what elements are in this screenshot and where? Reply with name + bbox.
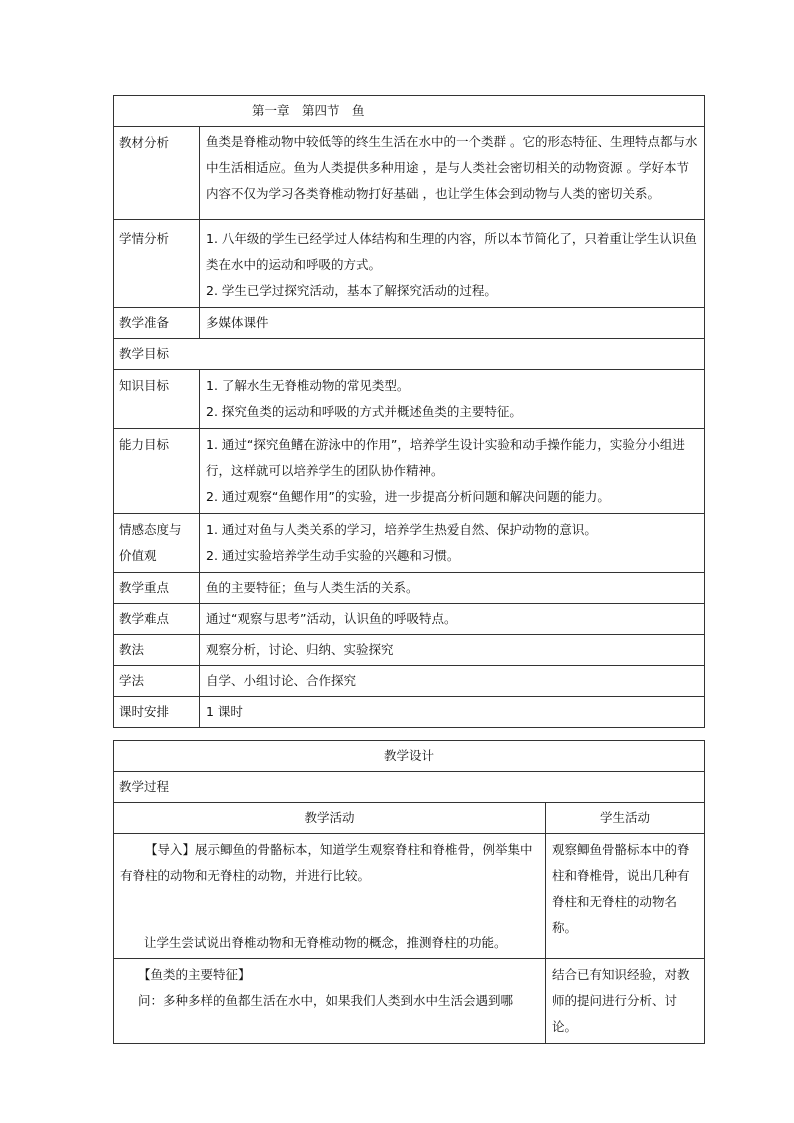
row-content xyxy=(200,220,705,308)
row-content xyxy=(200,308,705,339)
row-content xyxy=(200,127,705,220)
lesson-title: 第一章 第四节 鱼 xyxy=(252,103,365,118)
student-activity-text: 观察鲫鱼骨骼标本中的脊柱和脊椎骨，说出几种有脊柱和无脊柱的动物名称。 xyxy=(552,842,690,935)
process-label: 教学过程 xyxy=(114,772,705,803)
row-label: 知识目标 xyxy=(114,370,200,429)
content-line: 通过“观察与思考”活动，认识鱼的呼吸特点。 xyxy=(206,611,457,626)
teacher-activity-text: 问：多种多样的鱼都生活在水中，如果我们人类到水中生活会遇到哪 xyxy=(138,993,514,1008)
row-label: 课时安排 xyxy=(114,697,200,728)
row-content xyxy=(200,429,705,514)
row-label: 学情分析 xyxy=(114,220,200,308)
lesson-title-cell xyxy=(114,96,705,127)
content-line: 2. 通过实验培养学生动手实验的兴趣和习惯。 xyxy=(206,548,460,563)
row-label: 学法 xyxy=(114,666,200,697)
row-label: 教学难点 xyxy=(114,604,200,635)
student-activity-text: 结合已有知识经验，对教师的提问进行分析、讨论。 xyxy=(552,967,690,1034)
section-heading: 【鱼类的主要特征】 xyxy=(138,967,251,982)
student-activity-cell xyxy=(546,834,705,959)
col-header-teacher: 教学活动 xyxy=(114,803,546,834)
content-line: 1. 了解水生无脊椎动物的常见类型。 xyxy=(206,378,410,393)
row-label: 教学准备 xyxy=(114,308,200,339)
teacher-activity-text: 【导入】展示鲫鱼的骨骼标本，知道学生观察脊柱和脊椎骨，例举集中有脊柱的动物和无脊柱的动物，并进行比较。 xyxy=(120,842,533,883)
row-content xyxy=(200,666,705,697)
teaching-design-table xyxy=(113,740,705,1044)
lesson-plan-table xyxy=(113,95,705,728)
col-header-student: 学生活动 xyxy=(546,803,705,834)
content-line: 鱼的主要特征；鱼与人类生活的关系。 xyxy=(206,580,419,595)
content-line: 观察分析，讨论、归纳、实验探究 xyxy=(206,642,394,657)
content-line: 2. 通过观察“鱼鳃作用”的实验，进一步提高分析问题和解决问题的能力。 xyxy=(206,489,610,504)
content-line: 自学、小组讨论、合作探究 xyxy=(206,673,357,688)
row-content xyxy=(200,635,705,666)
row-content xyxy=(200,573,705,604)
student-activity-cell xyxy=(546,959,705,1044)
row-label: 教法 xyxy=(114,635,200,666)
content-line: 2. 学生已学过探究活动，基本了解探究活动的过程。 xyxy=(206,283,497,298)
content-line: 2. 探究鱼类的运动和呼吸的方式并概述鱼类的主要特征。 xyxy=(206,404,522,419)
objectives-header: 教学目标 xyxy=(114,339,705,370)
content-line: 1 课时 xyxy=(206,704,243,719)
content-line: 1. 通过对鱼与人类关系的学习，培养学生热爱自然、保护动物的意识。 xyxy=(206,522,597,537)
teacher-activity-cell xyxy=(114,959,546,1044)
row-content xyxy=(200,697,705,728)
row-label: 教材分析 xyxy=(114,127,200,220)
row-content xyxy=(200,370,705,429)
row-label: 教学重点 xyxy=(114,573,200,604)
row-label: 能力目标 xyxy=(114,429,200,514)
row-content xyxy=(200,604,705,635)
content-line: 多媒体课件 xyxy=(206,315,269,330)
content-line: 1. 八年级的学生已经学过人体结构和生理的内容，所以本节简化了，只着重让学生认识鱼类在水中的运动和呼吸的方式。 xyxy=(206,231,697,272)
row-label: 情感态度与价值观 xyxy=(114,514,200,573)
teacher-activity-cell xyxy=(114,834,546,959)
design-title: 教学设计 xyxy=(114,741,705,772)
content-line: 鱼类是脊椎动物中较低等的终生生活在水中的一个类群 。它的形态特征、生理特点都与水中生活相适应。鱼为人类提供多种用途 ，是与人类社会密切相关的动物资源 。学好本节内容不仅为学习各类脊椎动物打好基础 ，也让学生体会到动物与人类的密切关系。 xyxy=(206,134,698,201)
teacher-activity-text: 让学生尝试说出脊椎动物和无脊椎动物的概念，推测脊柱的功能。 xyxy=(144,935,507,950)
content-line: 1. 通过“探究鱼鳍在游泳中的作用”，培养学生设计实验和动手操作能力，实验分小组进行，这样就可以培养学生的团队协作精神。 xyxy=(206,437,685,478)
row-content xyxy=(200,514,705,573)
